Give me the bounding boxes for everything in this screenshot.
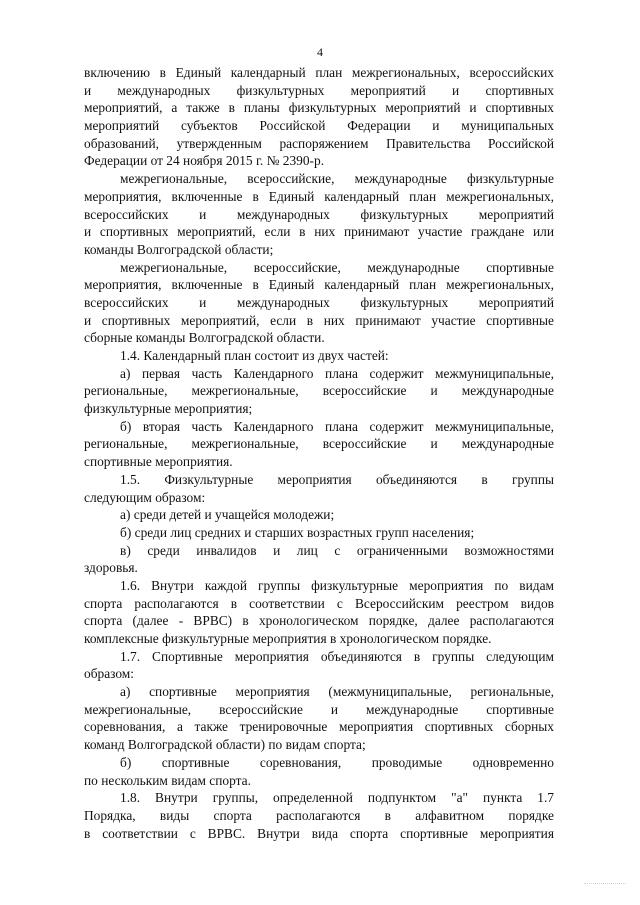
text-line: 1.6. Внутри каждой группы физкультурные мероприятия по видам bbox=[120, 577, 554, 593]
text-line: Федерации от 24 ноября 2015 г. № 2390-р. bbox=[84, 153, 325, 169]
text-line: а) спортивные мероприятия (межмуниципальные, региональные, bbox=[120, 684, 554, 700]
page-number: 4 bbox=[317, 45, 323, 59]
body-text bbox=[84, 64, 554, 842]
text-line: мероприятия, включенные в Единый календарный план межрегиональных, bbox=[84, 188, 554, 204]
text-line: физкультурные мероприятия; bbox=[84, 401, 253, 417]
text-line: спортивные мероприятия. bbox=[84, 454, 233, 470]
text-line: команды Волгоградской области; bbox=[84, 241, 274, 257]
text-line: включению в Единый календарный план межрегиональных, всероссийских bbox=[84, 65, 554, 80]
text-line: межрегиональные, всероссийские, международные физкультурные bbox=[120, 171, 554, 187]
text-line: а) среди детей и учащейся молодежи; bbox=[120, 507, 335, 523]
text-line: региональные, межрегиональные, всероссийские и международные bbox=[84, 436, 554, 452]
text-line: образом: bbox=[84, 666, 134, 682]
text-line: соревнования, а также тренировочные мероприятия спортивных сборных bbox=[84, 719, 554, 735]
text-line: в соответствии с ВРВС. Внутри вида спорта спортивные мероприятия bbox=[84, 825, 554, 841]
text-line: региональные, межрегиональные, всероссийские и международные bbox=[84, 383, 554, 399]
text-line: б) спортивные соревнования, проводимые одновременно bbox=[120, 754, 554, 770]
text-line: команд Волгоградской области) по видам спорта; bbox=[84, 737, 366, 753]
text-line: здоровья. bbox=[84, 560, 138, 576]
text-line: сборные команды Волгоградской области. bbox=[84, 330, 325, 346]
text-line: межрегиональные, всероссийские и международные спортивные bbox=[84, 701, 554, 717]
text-line: всероссийских и международных физкультурных мероприятий bbox=[84, 206, 554, 222]
text-line: в) среди инвалидов и лиц с ограниченными возможностями bbox=[120, 542, 554, 558]
text-line: 1.8. Внутри группы, определенной подпунктом "а" пункта 1.7 bbox=[120, 790, 554, 806]
text-line: следующим образом: bbox=[84, 489, 206, 505]
text-line: спорта (далее - ВРВС) в хронологическом порядке, далее располагаются bbox=[84, 613, 554, 629]
text-line: по нескольким видам спорта. bbox=[84, 772, 251, 788]
text-line: комплексные физкультурные мероприятия в хронологическом порядке. bbox=[84, 631, 492, 646]
text-line: образований, утвержденным распоряжением Правительства Российской bbox=[84, 135, 554, 151]
text-line: всероссийских и международных физкультурных мероприятий bbox=[84, 294, 554, 310]
text-line: спорта располагаются в соответствии с Всероссийским реестром видов bbox=[84, 595, 554, 611]
text-line: межрегиональные, всероссийские, международные спортивные bbox=[120, 259, 554, 275]
text-line: 1.7. Спортивные мероприятия объединяются в группы следующим bbox=[120, 648, 554, 664]
text-line: мероприятия, включенные в Единый календарный план межрегиональных, bbox=[84, 277, 554, 293]
text-line: Порядка, виды спорта располагаются в алфавитном порядке bbox=[84, 807, 554, 823]
text-line: мероприятий, а также в планы физкультурных мероприятий и спортивных bbox=[84, 100, 554, 116]
text-line: мероприятий субъектов Российской Федерации и муниципальных bbox=[84, 118, 554, 134]
text-line: 1.4. Календарный план состоит из двух частей: bbox=[120, 348, 389, 363]
text-line: и спортивных мероприятий, если в них принимают участие граждане или bbox=[84, 224, 554, 240]
text-line: и спортивных мероприятий, если в них принимают участие спортивные bbox=[84, 312, 554, 328]
text-line: а) первая часть Календарного плана содержит межмуниципальные, bbox=[120, 365, 554, 381]
text-line: б) среди лиц средних и старших возрастных групп населения; bbox=[120, 524, 475, 540]
text-line: 1.5. Физкультурные мероприятия объединяются в группы bbox=[120, 471, 554, 487]
text-line: и международных физкультурных мероприятий и спортивных bbox=[84, 82, 554, 98]
text-line: б) вторая часть Календарного плана содержит межмуниципальные, bbox=[120, 418, 554, 434]
scan-artifact bbox=[584, 883, 626, 887]
